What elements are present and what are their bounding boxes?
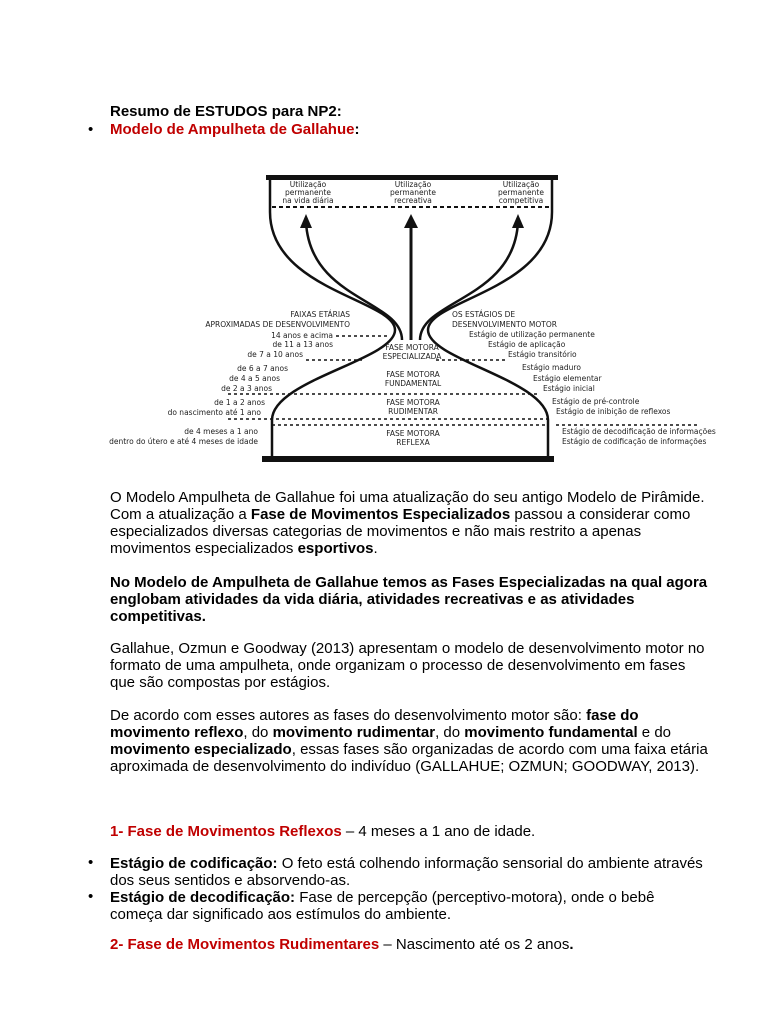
age-label: de 2 a 3 anos xyxy=(221,384,272,393)
age-label: 14 anos e acima xyxy=(271,331,333,340)
stage-labels xyxy=(469,330,716,446)
svg-text:FUNDAMENTAL: FUNDAMENTAL xyxy=(384,379,442,388)
phase-fundamental xyxy=(385,370,442,388)
svg-text:na vida diária: na vida diária xyxy=(282,196,334,205)
svg-text:permanente: permanente xyxy=(390,188,436,197)
svg-text:OS ESTÁGIOS DE: OS ESTÁGIOS DE xyxy=(452,310,516,319)
paragraph-authors: Gallahue, Ozmun e Goodway (2013) apresentam o modelo de desenvolvimento motor no formato de uma ampulheta, onde organizam o processo de desenvolvimento em fases que são compostas por estágios. xyxy=(110,640,705,691)
right-heading xyxy=(452,310,557,329)
svg-text:APROXIMADAS DE DESENVOLVIMENTO: APROXIMADAS DE DESENVOLVIMENTO xyxy=(205,320,350,329)
heading-colon: : xyxy=(354,121,360,138)
svg-text:Utilização: Utilização xyxy=(289,180,327,189)
stage-label: Estágio elementar xyxy=(533,374,602,383)
section1-heading: 1- Fase de Movimentos Reflexos – 4 meses a 1 ano de idade. xyxy=(110,823,536,840)
svg-text:RUDIMENTAR: RUDIMENTAR xyxy=(388,407,438,416)
stage-label: Estágio de pré-controle xyxy=(552,397,640,406)
section-heading xyxy=(110,121,359,138)
svg-text:FAIXAS ETÁRIAS: FAIXAS ETÁRIAS xyxy=(290,310,350,319)
svg-text:permanente: permanente xyxy=(498,188,544,197)
stage-label: Estágio transitório xyxy=(508,350,577,359)
list-item: Estágio de codificação: O feto está colhendo informação sensorial do ambiente através dos seus sentidos e absorvendo-as. xyxy=(110,855,703,889)
bullet-icon: • xyxy=(88,854,94,871)
paragraph-intro: O Modelo Ampulheta de Gallahue foi uma atualização do seu antigo Modelo de Pirâmide. Com a atualização a Fase de Movimentos Especializados passou a considerar como especializados diversas categorias de movimentos e não mais restrito a apenas movimentos especializados esportivos. xyxy=(110,489,705,557)
stage-label: Estágio inicial xyxy=(543,384,595,393)
age-label: do nascimento até 1 ano xyxy=(167,408,261,417)
phase-especializada xyxy=(383,343,443,361)
left-heading xyxy=(205,310,350,329)
arrow-right-head xyxy=(512,214,524,228)
top-label-daily xyxy=(282,180,333,205)
svg-text:FASE MOTORA: FASE MOTORA xyxy=(386,429,440,438)
svg-text:permanente: permanente xyxy=(285,188,331,197)
svg-text:REFLEXA: REFLEXA xyxy=(396,438,430,447)
top-label-competitive xyxy=(498,180,544,205)
bullet-icon: • xyxy=(88,121,94,138)
arrow-center-head xyxy=(404,214,418,228)
svg-text:FASE MOTORA: FASE MOTORA xyxy=(385,343,439,352)
phase-rudimentar xyxy=(386,398,440,416)
list-item: Estágio de decodificação: Fase de percepção (perceptivo-motora), onde o bebê começa dar significado aos estímulos do ambiente. xyxy=(110,889,655,923)
age-label: de 1 a 2 anos xyxy=(214,398,265,407)
stage-label: Estágio de inibição de reflexos xyxy=(556,407,671,416)
svg-text:ESPECIALIZADA: ESPECIALIZADA xyxy=(382,352,442,361)
svg-text:FASE MOTORA: FASE MOTORA xyxy=(386,370,440,379)
bullet-icon: • xyxy=(88,888,94,905)
paragraph-phases: De acordo com esses autores as fases do desenvolvimento motor são: fase do movimento reflexo, do movimento rudimentar, do movimento fundamental e do movimento especializado, essas fases são organizadas de acordo com uma faixa etária aproximada de desenvolvimento do indivíduo (GALLAHUE; OZMUN; GOODWAY, 2013). xyxy=(110,707,708,775)
age-label: dentro do útero e até 4 meses de idade xyxy=(109,437,258,446)
stage-label: Estágio de utilização permanente xyxy=(469,330,595,339)
phase-reflexa xyxy=(386,429,440,447)
svg-text:Utilização: Utilização xyxy=(394,180,432,189)
section2-heading: 2- Fase de Movimentos Rudimentares – Nascimento até os 2 anos. xyxy=(110,936,574,953)
age-label: de 7 a 10 anos xyxy=(247,350,303,359)
age-label: de 4 meses a 1 ano xyxy=(184,427,258,436)
heading-red-text: Modelo de Ampulheta de Gallahue xyxy=(110,121,355,138)
age-label: de 4 a 5 anos xyxy=(229,374,280,383)
svg-text:Utilização: Utilização xyxy=(502,180,540,189)
stage-label: Estágio de decodificação de informações xyxy=(562,427,716,436)
svg-text:recreativa: recreativa xyxy=(394,196,432,205)
svg-text:FASE MOTORA: FASE MOTORA xyxy=(386,398,440,407)
svg-text:DESENVOLVIMENTO MOTOR: DESENVOLVIMENTO MOTOR xyxy=(452,320,557,329)
age-label: de 6 a 7 anos xyxy=(237,364,288,373)
arrow-left-head xyxy=(300,214,312,228)
stage-label: Estágio maduro xyxy=(522,363,581,372)
hourglass-diagram xyxy=(0,170,768,470)
stage-label: Estágio de codificação de informações xyxy=(562,437,707,446)
paragraph-bold: No Modelo de Ampulheta de Gallahue temos as Fases Especializadas na qual agora englobam atividades da vida diária, atividades recreativas e as atividades competitivas. xyxy=(110,574,708,625)
svg-text:competitiva: competitiva xyxy=(498,196,544,205)
age-label: de 11 a 13 anos xyxy=(272,340,333,349)
bottom-bar xyxy=(262,456,554,462)
top-label-recreational xyxy=(390,180,436,205)
page-title: Resumo de ESTUDOS para NP2: xyxy=(110,103,342,120)
stage-label: Estágio de aplicação xyxy=(488,340,566,349)
